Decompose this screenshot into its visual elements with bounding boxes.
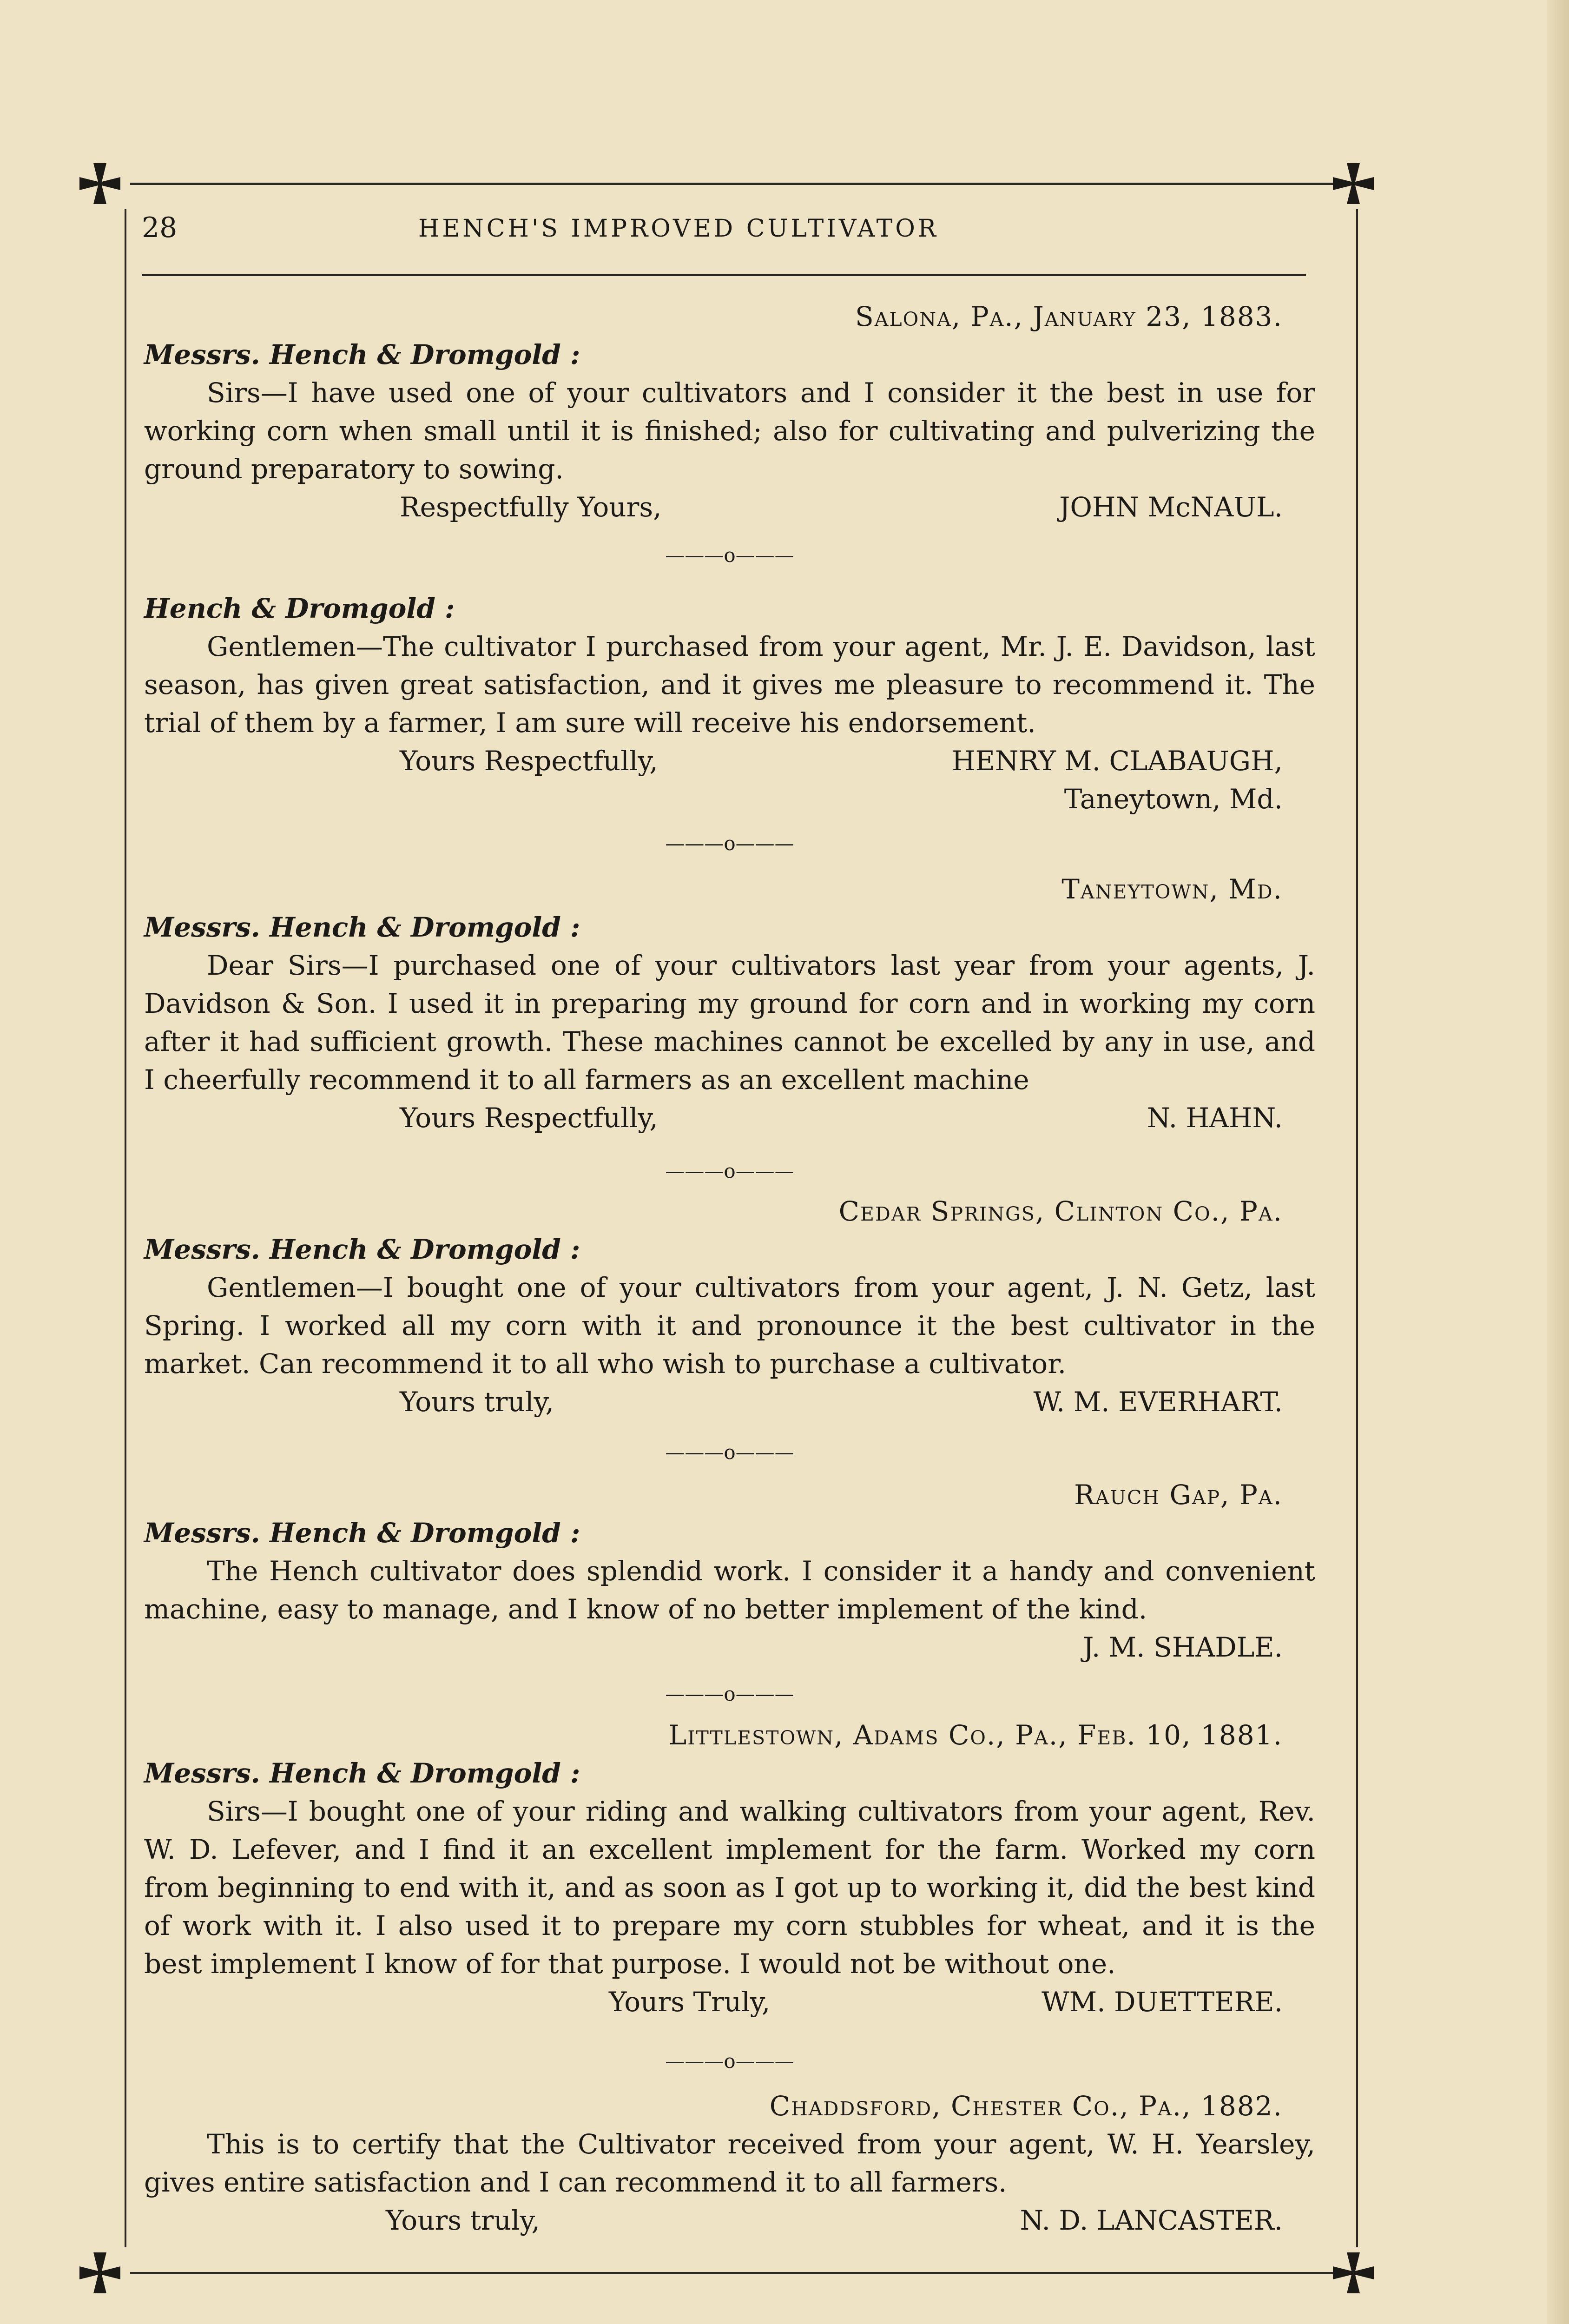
header-rule [142, 274, 1306, 276]
letter-place-date: Littlestown, Adams Co., Pa., Feb. 10, 1881. [668, 1719, 1283, 1751]
letter-closing: Yours Respectfully, [400, 745, 658, 777]
letter-salutation: Messrs. Hench & Dromgold : [144, 911, 580, 943]
letter-salutation: Messrs. Hench & Dromgold : [144, 339, 580, 370]
letter-closing: Yours Truly, [609, 1986, 771, 2018]
letter-signature-line [144, 1983, 1315, 2021]
letter-body: Sirs—I have used one of your cultivators and I consider it the best in use for working corn when small until it is finished; also for cultivating and pulverizing the ground preparatory to sowing. [144, 377, 1315, 485]
bottom-border-rule [130, 2272, 1348, 2274]
page-edge [1547, 0, 1569, 2324]
letter-signature: N. HAHN. [1147, 1102, 1283, 1134]
page-number: 28 [142, 211, 178, 244]
running-title: HENCH'S IMPROVED CULTIVATOR [418, 215, 939, 243]
letter-place-date: Chaddsford, Chester Co., Pa., 1882. [769, 2090, 1283, 2122]
letter-body: Gentlemen—The cultivator I purchased from your agent, Mr. J. E. Davidson, last season, has given great satisfaction, and it gives me pleasure to recommend it. The trial of them by a farmer, I am sure will receive his endorsement. [144, 631, 1315, 739]
letter-signature-line [144, 742, 1315, 780]
letter-body: The Hench cultivator does splendid work. I consider it a handy and convenient machine, easy to manage, and I know of no better implement of the kind. [144, 1555, 1315, 1625]
letter-place-date: Salona, Pa., January 23, 1883. [855, 301, 1283, 332]
letter-signature: N. D. LANCASTER. [1020, 2205, 1283, 2236]
testimonial-letter [144, 297, 1315, 526]
letter-signature-line [144, 2201, 1315, 2239]
letter-salutation: Hench & Dromgold : [144, 593, 455, 624]
letter-body: This is to certify that the Cultivator received from your agent, W. H. Yearsley, gives entire satisfaction and I can recommend it to all farmers. [144, 2128, 1315, 2198]
letter-salutation: Messrs. Hench & Dromgold : [144, 1757, 580, 1789]
letter-location: Taneytown, Md. [1064, 783, 1283, 815]
maltese-cross-ornament-bottom-left [77, 2250, 123, 2296]
right-border-rule [1356, 209, 1358, 2247]
letter-body: Gentlemen—I bought one of your cultivators from your agent, J. N. Getz, last Spring. I worked all my corn with it and pronounce it the best cultivator in the market. Can recommend it to all who wish to purchase a cultivator. [144, 1272, 1315, 1380]
letter-signature-line [144, 1099, 1315, 1137]
letter-closing: Respectfully Yours, [400, 491, 662, 523]
letter-signature: J. M. SHADLE. [1083, 1631, 1283, 1663]
letter-signature-line [144, 488, 1315, 526]
letter-closing: Yours truly, [400, 1386, 554, 1418]
testimonial-letter [144, 589, 1315, 818]
letter-closing: Yours truly, [386, 2205, 540, 2236]
testimonial-letter [144, 1716, 1315, 2021]
top-border-rule [130, 183, 1348, 185]
letter-signature-line [144, 1383, 1315, 1421]
letter-signature: JOHN McNAUL. [1059, 491, 1283, 523]
letter-salutation: Messrs. Hench & Dromgold : [144, 1517, 580, 1549]
section-separator: ———o——— [665, 832, 794, 855]
testimonial-letter [144, 1476, 1315, 1666]
letter-place-date: Rauch Gap, Pa. [1074, 1479, 1283, 1511]
maltese-cross-ornament-bottom-right [1330, 2250, 1377, 2296]
testimonial-letter [144, 1192, 1315, 1421]
letter-body: Dear Sirs—I purchased one of your cultivators last year from your agents, J. Davidson & Son. I used it in preparing my ground for corn and in working my corn after it had sufficient growth. These machines cannot be excelled by any in use, and I cheerfully recommend it to all farmers as an excellent machine [144, 950, 1315, 1096]
letter-closing: Yours Respectfully, [400, 1102, 658, 1134]
letter-body: Sirs—I bought one of your riding and walking cultivators from your agent, Rev. W. D. Lefever, and I find it an excellent implement for the farm. Worked my corn from beginning to end with it, and as soon as I got up to working it, did the best kind of work with it. I also used it to prepare my corn stubbles for wheat, and it is the best implement I know of for that purpose. I would not be without one. [144, 1796, 1315, 1980]
letter-salutation: Messrs. Hench & Dromgold : [144, 1234, 580, 1265]
section-separator: ———o——— [665, 1441, 794, 1464]
testimonial-letter [144, 870, 1315, 1137]
maltese-cross-ornament-top-left [77, 160, 123, 207]
section-separator: ———o——— [665, 544, 794, 567]
letter-signature: HENRY M. CLABAUGH, [951, 745, 1283, 777]
maltese-cross-ornament-top-right [1330, 160, 1377, 207]
letter-signature: WM. DUETTERE. [1042, 1986, 1283, 2018]
letter-place-date: Taneytown, Md. [1061, 873, 1283, 905]
testimonial-letter [144, 2087, 1315, 2239]
left-border-rule [125, 209, 126, 2247]
section-separator: ———o——— [665, 1683, 794, 1705]
letter-signature: W. M. EVERHART. [1033, 1386, 1283, 1418]
section-separator: ———o——— [665, 1160, 794, 1182]
section-separator: ———o——— [665, 2050, 794, 2073]
letter-place-date: Cedar Springs, Clinton Co., Pa. [838, 1195, 1283, 1227]
